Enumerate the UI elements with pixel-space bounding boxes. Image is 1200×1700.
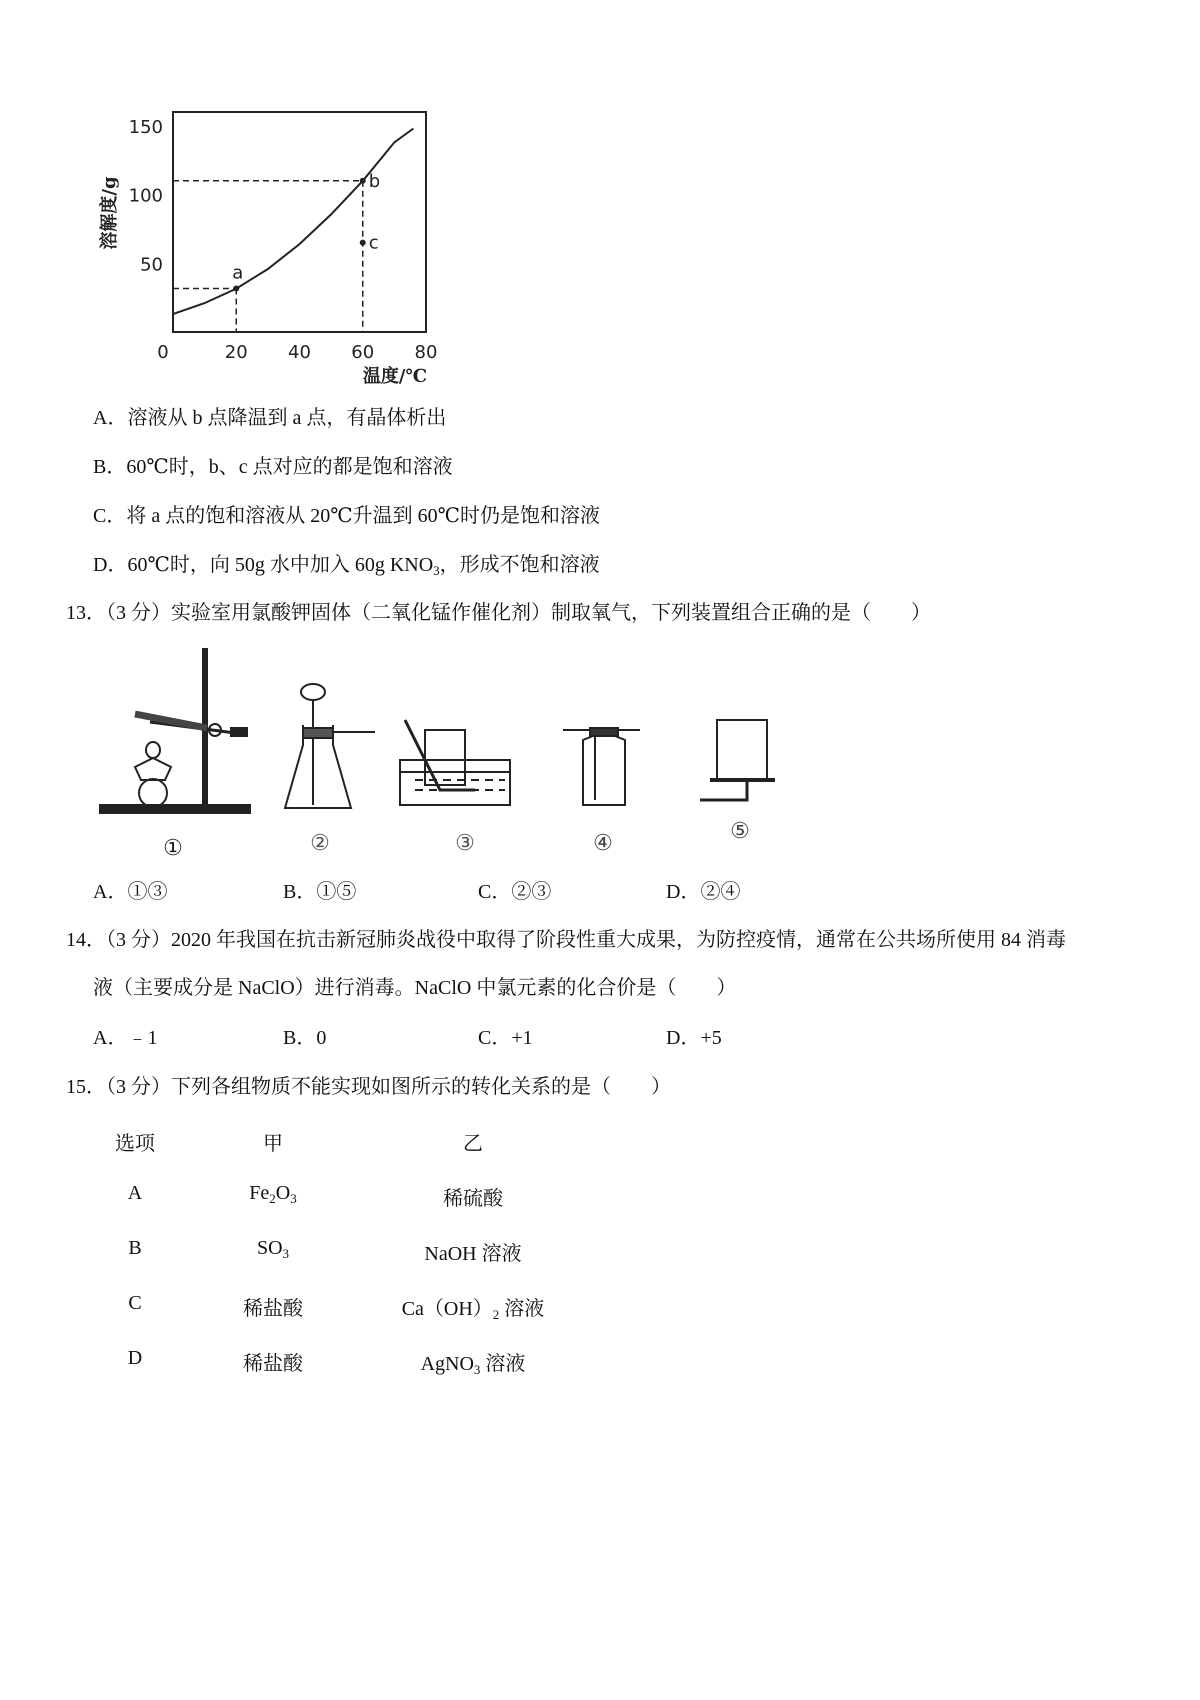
q14-option-d[interactable]: D．+5 [666, 1027, 722, 1049]
apparatus-label-5: ⑤ [730, 819, 750, 844]
q12-option-d-sub: 3 [433, 563, 440, 578]
q14-stem-line1: 14．（3 分）2020 年我国在抗击新冠肺炎战役中取得了阶段性重大成果，为防控疫情，通常在公共场所使用 84 消毒 [66, 929, 1066, 951]
table-row-b-option: B [128, 1237, 142, 1259]
point-a [233, 286, 239, 292]
apparatus-label-4: ④ [593, 831, 613, 856]
q14-option-c[interactable]: C．+1 [478, 1027, 533, 1049]
q13-stem: 13．（3 分）实验室用氯酸钾固体（二氧化锰作催化剂）制取氧气，下列装置组合正确的是（ ） [66, 602, 931, 624]
q13-option-c[interactable]: C．②③ [478, 881, 552, 903]
table-row-d-jia: 稀盐酸 [243, 1353, 303, 1375]
x-tick-label: 60 [351, 342, 375, 363]
table-row-c-option: C [128, 1292, 142, 1314]
table-header-yi: 乙 [463, 1133, 483, 1155]
x-tick-label: 80 [414, 342, 438, 363]
solubility-curve [173, 129, 413, 315]
q12-option-a[interactable]: A．溶液从 b 点降温到 a 点，有晶体析出 [93, 407, 447, 429]
table-row-b-yi: NaOH 溶液 [424, 1243, 522, 1265]
q14-stem-line2: 液（主要成分是 NaClO）进行消毒。NaClO 中氯元素的化合价是（ ） [93, 977, 737, 999]
table-row-d-yi: AgNO$_3$ 溶液 [420, 1353, 526, 1377]
apparatus-1-heating-setup [100, 648, 250, 813]
solubility-graph [95, 95, 455, 395]
q14-option-a[interactable]: A．﹣1 [93, 1027, 158, 1049]
x-tick-label: 40 [288, 342, 311, 363]
x-tick-label: 20 [224, 342, 248, 363]
table-row-a-jia: $Fe_2O_3$ [249, 1182, 297, 1206]
y-tick-label: 50 [140, 254, 163, 276]
q12-option-d-tail: ，形成不饱和溶液 [439, 554, 600, 576]
y-tick-label: 100 [128, 185, 163, 207]
table-row-b-jia: $SO_3$ [256, 1237, 290, 1261]
table-row-c-yi: $Ca(OH)_2$ 溶液 [401, 1298, 545, 1322]
apparatus-5-inverted-bottle [700, 720, 775, 800]
table-row-a-option: A [127, 1182, 143, 1204]
table-header-option: 选项 [115, 1133, 155, 1155]
q12-option-d-text: D．60℃时，向 50g 水中加入 60g KNO [93, 554, 434, 576]
table-header-jia: 甲 [263, 1133, 283, 1155]
point-b [360, 178, 366, 184]
table-row-d-option: D [127, 1347, 143, 1369]
point-c [360, 240, 366, 246]
apparatus-2-flask-setup [285, 684, 375, 808]
x-axis-label: 温度/℃ [362, 366, 428, 387]
table-row-a-yi: 稀硫酸 [443, 1188, 503, 1210]
q12-option-b[interactable]: B．60℃时，b、c 点对应的都是饱和溶液 [93, 456, 453, 478]
apparatus-label-1: ① [163, 836, 183, 861]
point-label-c: c [368, 232, 379, 254]
apparatus-label-2: ② [310, 831, 330, 856]
q14-option-b[interactable]: B．0 [283, 1027, 327, 1049]
apparatus-4-gas-bottle [563, 728, 640, 805]
x-tick-label: 0 [157, 342, 169, 363]
table-row-c-jia: 稀盐酸 [243, 1298, 303, 1320]
y-tick-label: 150 [128, 116, 163, 138]
q13-option-d[interactable]: D．②④ [666, 881, 741, 903]
graph-frame [173, 112, 426, 332]
q13-option-b[interactable]: B．①⑤ [283, 881, 357, 903]
q15-stem: 15．（3 分）下列各组物质不能实现如图所示的转化关系的是（ ） [66, 1076, 671, 1098]
apparatus-3-water-trough [400, 720, 510, 805]
q13-option-a[interactable]: A．①③ [93, 881, 168, 903]
q12-option-c[interactable]: C．将 a 点的饱和溶液从 20℃升温到 60℃时仍是饱和溶液 [93, 505, 600, 527]
point-label-a: a [232, 262, 244, 284]
apparatus-figure [95, 640, 815, 870]
apparatus-label-3: ③ [455, 831, 475, 856]
q12-option-d[interactable] [93, 553, 600, 583]
point-label-b: b [368, 170, 381, 192]
y-axis-label: 溶解度/g [99, 176, 120, 250]
